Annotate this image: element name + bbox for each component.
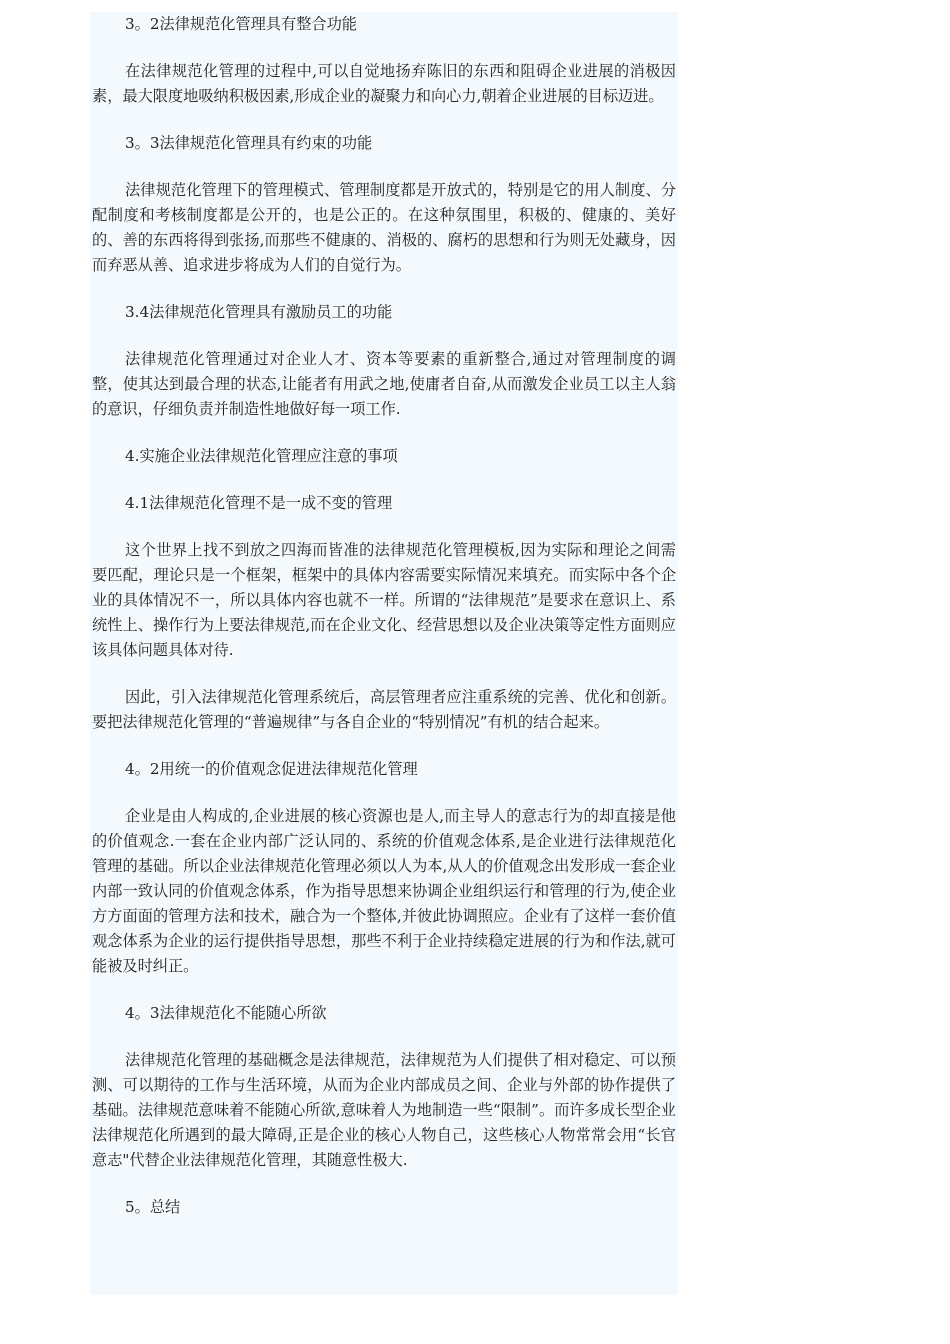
spacer (92, 735, 676, 757)
paragraph-values: 企业是由人构成的,企业进展的核心资源也是人,而主导人的意志行为的却直接是他的价值观念.一套在企业内部广泛认同的、系统的价值观念体系,是企业进行法律规范化管理的基础。所以企业法律规范化管理必须以人为本,从人的价值观念出发形成一套企业内部一致认同的价值观念体系，作为指导思想来协调企业组织运行和管理的行为,使企业方方面面的管理方法和技术，融合为一个整体,并彼此协调照应。企业有了这样一套价值观念体系为企业的运行提供指导思想，那些不利于企业持续稳定进展的行为和作法,就可能被及时纠正。 (92, 807, 676, 975)
section-heading-5: 5。总结 (125, 1198, 181, 1216)
section-heading-3-2: 3。2法律规范化管理具有整合功能 (125, 15, 357, 33)
spacer (92, 516, 676, 538)
spacer (92, 278, 676, 300)
section-heading-3-4: 3.4法律规范化管理具有激励员工的功能 (125, 303, 393, 321)
spacer (92, 979, 676, 1001)
spacer (92, 469, 676, 491)
spacer (92, 782, 676, 804)
section-heading-4: 4.实施企业法律规范化管理应注意的事项 (125, 447, 398, 465)
section-heading-4-3: 4。3法律规范化不能随心所欲 (125, 1004, 327, 1022)
spacer (92, 1173, 676, 1195)
paragraph-not-static: 这个世界上找不到放之四海而皆准的法律规范化管理模板,因为实际和理论之间需要匹配，理论只是一个框架，框架中的具体内容需要实际情况来填充。而实际中各个企业的具体情况不一，所以具体内容也就不一样。所谓的“法律规范”是要求在意识上、系统性上、操作行为上要法律规范,而在企业文化、经营思想以及企业决策等定性方面则应该具体问题具体对待. (92, 541, 676, 659)
article-body (90, 12, 678, 1295)
paragraph-constraint: 法律规范化管理下的管理模式、管理制度都是开放式的，特别是它的用人制度、分配制度和考核制度都是公开的，也是公正的。在这种氛围里，积极的、健康的、美好的、善的东西将得到张扬,而那些不健康的、消极的、腐朽的思想和行为则无处藏身，因而弃恶从善、追求进步将成为人们的自觉行为。 (92, 181, 676, 274)
spacer (92, 156, 676, 178)
spacer (92, 109, 676, 131)
spacer (92, 37, 676, 59)
paragraph-integration: 在法律规范化管理的过程中,可以自觉地扬弃陈旧的东西和阻碍企业进展的消极因素，最大限度地吸纳积极因素,形成企业的凝聚力和向心力,朝着企业进展的目标迈进。 (92, 62, 676, 105)
section-heading-4-1: 4.1法律规范化管理不是一成不变的管理 (125, 494, 393, 512)
paragraph-therefore: 因此，引入法律规范化管理系统后，高层管理者应注重系统的完善、优化和创新。要把法律规范化管理的“普遍规律”与各自企业的“特别情况”有机的结合起来。 (92, 688, 676, 731)
paragraph-incentive: 法律规范化管理通过对企业人才、资本等要素的重新整合,通过对管理制度的调整，使其达到最合理的状态,让能者有用武之地,使庸者自奋,从而激发企业员工以主人翁的意识，仔细负责并制造性地做好每一项工作. (92, 350, 676, 418)
spacer (92, 422, 676, 444)
spacer (92, 325, 676, 347)
section-heading-3-3: 3。3法律规范化管理具有约束的功能 (125, 134, 373, 152)
section-heading-4-2: 4。2用统一的价值观念促进法律规范化管理 (125, 760, 418, 778)
paragraph-not-arbitrary: 法律规范化管理的基础概念是法律规范，法律规范为人们提供了相对稳定、可以预测、可以期待的工作与生活环境，从而为企业内部成员之间、企业与外部的协作提供了基础。法律规范意味着不能随心所欲,意味着人为地制造一些“限制”。而许多成长型企业法律规范化所遇到的最大障碍,正是企业的核心人物自己，这些核心人物常常会用“长官意志"代替企业法律规范化管理，其随意性极大. (92, 1051, 676, 1169)
spacer (92, 1026, 676, 1048)
spacer (92, 663, 676, 685)
